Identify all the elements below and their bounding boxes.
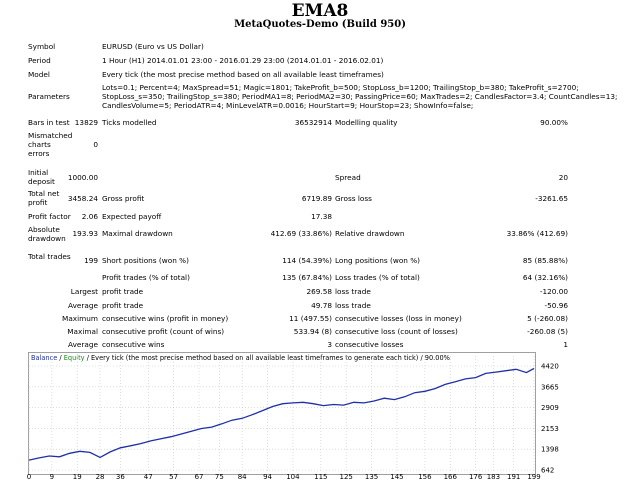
loss-trades-label: Loss trades (% of total) [335, 273, 420, 282]
total-trades-label: Total trades [28, 252, 71, 261]
maximal-cons-profit-label: consecutive profit (count of wins) [102, 327, 225, 336]
net-profit-label: Total net profit [28, 189, 60, 207]
long-positions-label: Long positions (won %) [335, 256, 421, 265]
balance-line [29, 369, 534, 461]
max-cons-losses-label: consecutive losses (loss in money) [335, 314, 462, 323]
legend-equity: Equity [63, 354, 85, 362]
legend-balance: Balance [31, 354, 58, 362]
largest-label: Largest [70, 287, 98, 296]
loss-trades-value: 64 (32.16%) [522, 273, 568, 282]
y-tick-label: 4420 [541, 362, 559, 371]
x-tick-label: 145 [390, 473, 404, 480]
x-tick-label: 75 [214, 473, 224, 480]
x-tick-label: 115 [314, 473, 328, 480]
max-drawdown-label: Maximal drawdown [102, 229, 173, 238]
gross-loss-label: Gross loss [335, 194, 372, 203]
y-tick-label: 2909 [541, 404, 559, 413]
maximal-cons-loss-value: -260.08 (5) [527, 327, 568, 336]
short-positions-value: 114 (54.39%) [282, 256, 332, 265]
largest-profit-label: profit trade [102, 287, 144, 296]
max-drawdown-value: 412.69 (33.86%) [270, 229, 332, 238]
y-tick-label: 2153 [541, 424, 559, 433]
x-tick-label: 135 [364, 473, 379, 480]
gross-profit-value: 6719.89 [301, 194, 332, 203]
mismatched-label: Mismatched charts errors [28, 131, 73, 158]
model-label: Model [28, 70, 50, 79]
maximal-cons-profit-value: 533.94 (8) [293, 327, 332, 336]
x-tick-label: 183 [486, 473, 501, 480]
parameters-line-3: CandlesVolume=5; PeriodATR=4; MinLevelATR=0.0016; HourStart=9; HourStop=23; ShowInfo=false; [102, 101, 474, 110]
initial-deposit-value: 1000.00 [67, 173, 98, 182]
bars-label: Bars in test [28, 118, 70, 127]
average-2-label: Average [68, 340, 98, 349]
largest-loss-value: -120.00 [539, 287, 568, 296]
model-value: Every tick (the most precise method based on all available least timeframes) [102, 70, 384, 79]
x-tick-label: 57 [169, 473, 179, 480]
parameters-line-2: StopLoss_s=350; TrailingStop_s=380; PeriodMA1=8; PeriodMA2=30; PassingPrice=60; MaxTrades=2; CandlesFactor=3.4; CountCandles=13; [102, 92, 618, 101]
x-tick-label: 176 [468, 473, 483, 480]
largest-profit-value: 269.58 [306, 287, 332, 296]
gross-loss-value: -3261.65 [535, 194, 568, 203]
spread-value: 20 [558, 173, 568, 182]
quality-value: 90.00% [540, 118, 568, 127]
x-tick-label: 125 [339, 473, 353, 480]
profit-trades-label: Profit trades (% of total) [102, 273, 190, 282]
average-profit-value: 49.78 [311, 301, 332, 310]
parameters-label: Parameters [28, 92, 70, 101]
average-profit-label: profit trade [102, 301, 144, 310]
x-tick-label: 0 [26, 473, 32, 480]
x-tick-label: 104 [286, 473, 300, 480]
expected-payoff-value: 17.38 [311, 212, 332, 221]
avg-cons-wins-value: 3 [327, 340, 332, 349]
average-loss-label: loss trade [335, 301, 371, 310]
maximal-cons-loss-label: consecutive loss (count of losses) [335, 327, 458, 336]
bars-value: 13829 [74, 118, 98, 127]
avg-cons-losses-label: consecutive losses [335, 340, 404, 349]
x-tick-label: 94 [263, 473, 273, 480]
average-loss-value: -50.96 [544, 301, 568, 310]
average-label: Average [68, 301, 98, 310]
profit-factor-label: Profit factor [28, 212, 71, 221]
mismatched-value: 0 [93, 140, 98, 149]
initial-deposit-label: Initial deposit [28, 168, 55, 186]
x-tick-label: 156 [418, 473, 432, 480]
parameters-line-1: Lots=0.1; Percent=4; MaxSpread=51; Magic=1801; TakeProfit_b=500; StopLoss_b=1200; TrailingStop_b=380; TakeProfit_s=2700; [102, 83, 579, 92]
maximum-label: Maximum [62, 314, 98, 323]
period-label: Period [28, 56, 51, 65]
y-tick-label: 1398 [541, 445, 559, 454]
report-title: EMA8 [291, 1, 349, 21]
spread-label: Spread [335, 173, 361, 182]
x-tick-label: 84 [237, 473, 247, 480]
x-tick-label: 47 [143, 473, 153, 480]
total-trades-value: 199 [84, 256, 98, 265]
largest-loss-label: loss trade [335, 287, 371, 296]
x-tick-label: 67 [194, 473, 204, 480]
legend-description: / Every tick (the most precise method based on all available least timeframes to generate each tick) / 90.00% [84, 354, 450, 362]
x-tick-label: 166 [443, 473, 457, 480]
abs-drawdown-label: Absolute drawdown [28, 225, 66, 243]
report-subtitle: MetaQuotes-Demo (Build 950) [234, 19, 406, 30]
avg-cons-losses-value: 1 [563, 340, 568, 349]
legend-separator: / [57, 354, 64, 362]
x-tick-label: 199 [527, 473, 541, 480]
x-tick-label: 28 [95, 473, 105, 480]
quality-label: Modelling quality [335, 118, 398, 127]
max-cons-wins-label: consecutive wins (profit in money) [102, 314, 229, 323]
expected-payoff-label: Expected payoff [102, 212, 162, 221]
x-tick-label: 191 [507, 473, 521, 480]
net-profit-value: 3458.24 [67, 194, 98, 203]
short-positions-label: Short positions (won %) [102, 256, 189, 265]
symbol-label: Symbol [28, 42, 56, 51]
rel-drawdown-label: Relative drawdown [335, 229, 405, 238]
long-positions-value: 85 (85.88%) [522, 256, 568, 265]
period-value: 1 Hour (H1) 2014.01.01 23:00 - 2016.01.29 23:00 (2014.01.01 - 2016.02.01) [102, 56, 384, 65]
maximal-label: Maximal [67, 327, 98, 336]
y-tick-label: 642 [541, 466, 555, 475]
max-cons-wins-value: 11 (497.55) [289, 314, 332, 323]
x-tick-label: 19 [72, 473, 82, 480]
profit-trades-value: 135 (67.84%) [282, 273, 332, 282]
x-tick-label: 9 [49, 473, 55, 480]
y-tick-label: 3665 [541, 383, 559, 392]
rel-drawdown-value: 33.86% (412.69) [506, 229, 568, 238]
avg-cons-wins-label: consecutive wins [102, 340, 165, 349]
profit-factor-value: 2.06 [81, 212, 98, 221]
ticks-label: Ticks modelled [102, 118, 157, 127]
abs-drawdown-value: 193.93 [72, 229, 98, 238]
ticks-value: 36532914 [294, 118, 332, 127]
x-tick-label: 36 [115, 473, 125, 480]
gross-profit-label: Gross profit [102, 194, 145, 203]
symbol-value: EURUSD (Euro vs US Dollar) [102, 42, 204, 51]
max-cons-losses-value: 5 (-260.08) [527, 314, 568, 323]
